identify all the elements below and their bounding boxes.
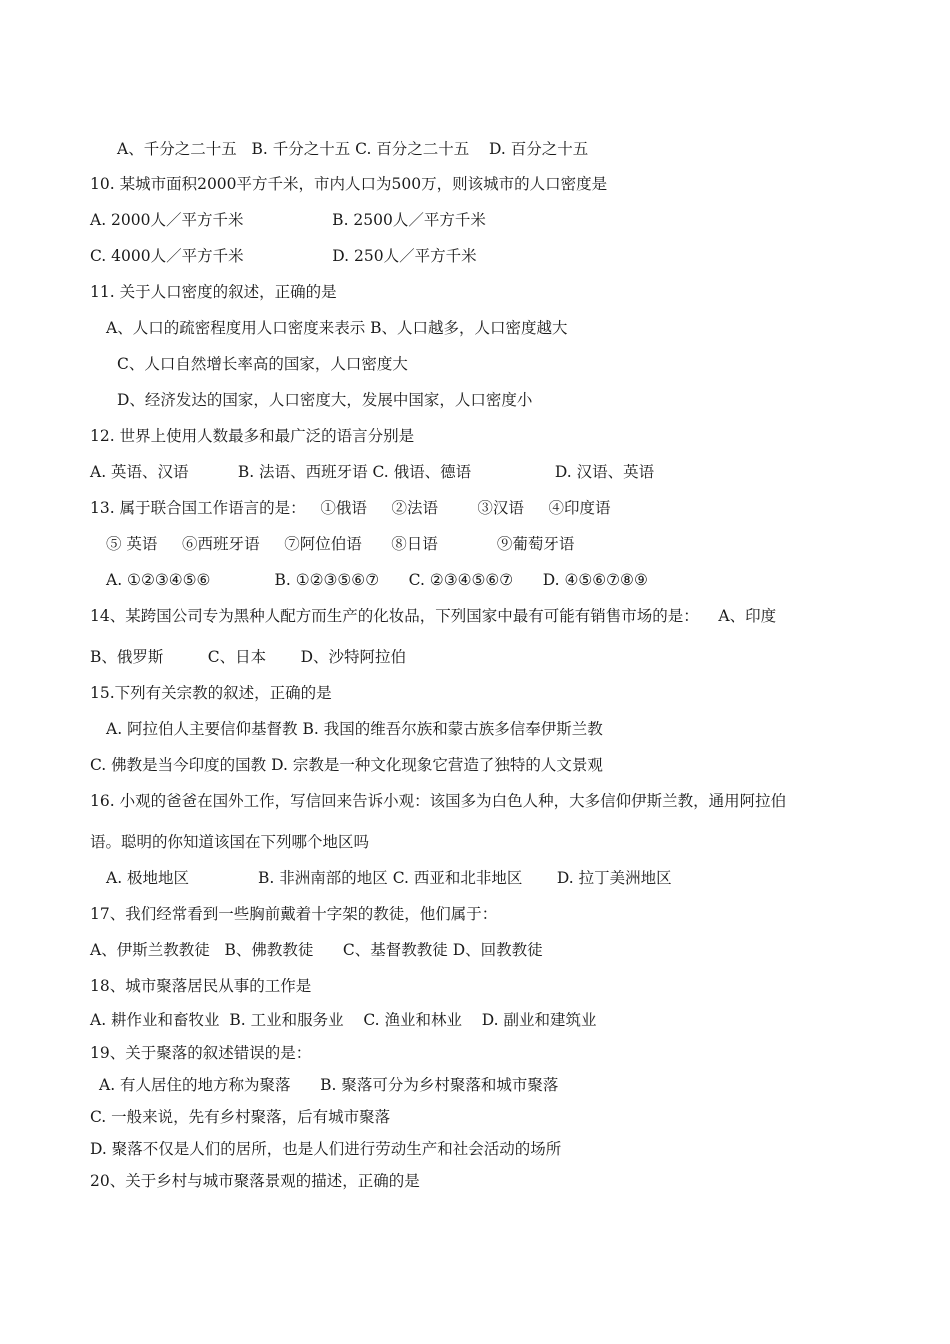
q13-options: A. ①②③④⑤⑥ B. ①②③⑤⑥⑦ C. ②③④⑤⑥⑦ D. ④⑤⑥⑦⑧⑨ bbox=[106, 571, 648, 589]
q13-items: ⑤ 英语 ⑥西班牙语 ⑦阿位伯语 ⑧日语 ⑨葡萄牙语 bbox=[106, 535, 575, 553]
q18-options: A. 耕作业和畜牧业 B. 工业和服务业 C. 渔业和林业 D. 副业和建筑业 bbox=[90, 1011, 597, 1029]
q13-stem: 13. 属于联合国工作语言的是： ①俄语 ②法语 ③汉语 ④印度语 bbox=[90, 499, 611, 517]
q15-stem: 15.下列有关宗教的叙述，正确的是 bbox=[90, 684, 332, 702]
q11-stem: 11. 关于人口密度的叙述，正确的是 bbox=[90, 283, 337, 301]
q19-stem: 19、关于聚落的叙述错误的是： bbox=[90, 1044, 312, 1062]
q12-options: A. 英语、汉语 B. 法语、西班牙语 C. 俄语、德语 D. 汉语、英语 bbox=[90, 463, 655, 481]
q19-option-d: D. 聚落不仅是人们的居所，也是人们进行劳动生产和社会活动的场所 bbox=[90, 1140, 562, 1158]
q19-option-c: C. 一般来说，先有乡村聚落，后有城市聚落 bbox=[90, 1108, 391, 1126]
q10-options-cd: C. 4000人／平方千米 D. 250人／平方千米 bbox=[90, 247, 477, 265]
q11-options-ab: A、人口的疏密程度用人口密度来表示 B、人口越多，人口密度越大 bbox=[106, 319, 568, 337]
q19-options-ab: A. 有人居住的地方称为聚落 B. 聚落可分为乡村聚落和城市聚落 bbox=[99, 1076, 559, 1094]
q14-stem: 14、某跨国公司专为黑种人配方而生产的化妆品，下列国家中最有可能有销售市场的是： A、印度 bbox=[90, 607, 777, 625]
q10-stem: 10. 某城市面积2000平方千米，市内人口为500万，则该城市的人口密度是 bbox=[90, 175, 608, 193]
q18-stem: 18、城市聚落居民从事的工作是 bbox=[90, 977, 312, 995]
q9-options: A、千分之二十五 B. 千分之十五 C. 百分之二十五 D. 百分之十五 bbox=[117, 140, 589, 158]
q20-stem: 20、关于乡村与城市聚落景观的描述，正确的是 bbox=[90, 1172, 420, 1190]
q11-option-d: D、经济发达的国家，人口密度大，发展中国家，人口密度小 bbox=[117, 391, 533, 409]
q12-stem: 12. 世界上使用人数最多和最广泛的语言分别是 bbox=[90, 427, 415, 445]
q17-options: A、伊斯兰教教徒 B、佛教教徒 C、基督教教徒 D、回教教徒 bbox=[90, 941, 543, 959]
q15-options-ab: A. 阿拉伯人主要信仰基督教 B. 我国的维吾尔族和蒙古族多信奉伊斯兰教 bbox=[106, 720, 603, 738]
q16-options: A. 极地地区 B. 非洲南部的地区 C. 西亚和北非地区 D. 拉丁美洲地区 bbox=[106, 869, 672, 887]
q10-options-ab: A. 2000人／平方千米 B. 2500人／平方千米 bbox=[90, 211, 486, 229]
q14-options: B、俄罗斯 C、日本 D、沙特阿拉伯 bbox=[90, 648, 407, 666]
q16-stem: 16. 小观的爸爸在国外工作，写信回来告诉小观：该国多为白色人种，大多信仰伊斯兰教，通用阿拉伯 bbox=[90, 792, 787, 810]
q11-option-c: C、人口自然增长率高的国家，人口密度大 bbox=[117, 355, 408, 373]
q16-stem-cont: 语。聪明的你知道该国在下列哪个地区吗 bbox=[90, 833, 370, 851]
q15-options-cd: C. 佛教是当今印度的国教 D. 宗教是一种文化现象它营造了独特的人文景观 bbox=[90, 756, 603, 774]
q17-stem: 17、我们经常看到一些胸前戴着十字架的教徒，他们属于： bbox=[90, 905, 498, 923]
